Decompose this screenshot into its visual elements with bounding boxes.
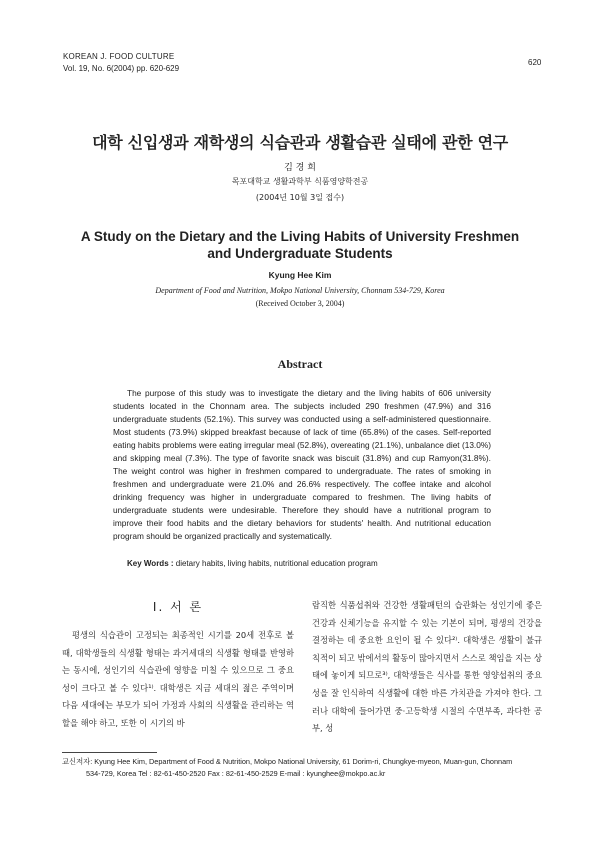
body-right-column: 람직한 식품섭취와 건강한 생활패턴의 습관화는 성인기에 좋은 건강과 신체기능을 유지할 수 있는 기본이 되며, 평생의 건강을 결정하는 데 중요한 요인이 될 수 있다²⁾. 대학생은 생활이 불규칙적이 되고 밖에서의 활동이 많아지면서 스스로 책임을 지는 상태에 놓이게 되므로³⁾, 대학생들은 식사를 통한 영양섭취의 중요성을 잘 인식하여 식생활에 대한 바른 가치관을 가져야 한다. 그러나 대학에 들어가면 중·고등학생 시절의 수면부족, 과다한 공부, 성 [312,600,542,734]
page-number: 620 [528,58,542,67]
corresponding-author-footnote [62,756,547,780]
english-affiliation: Department of Food and Nutrition, Mokpo National University, Chonnam 534-729, Korea [155,286,445,295]
korean-author: 김 경 희 [284,163,316,173]
footnote-divider [62,752,157,753]
english-title-line-1: A Study on the Dietary and the Living Habits of University Freshmen [80,229,520,244]
journal-name: KOREAN J. FOOD CULTURE [63,52,175,61]
abstract-text: The purpose of this study was to investigate the dietary and the living habits of 606 university students located in the Chonnam area. The subjects included 290 freshmen (47.9%) and 316 undergraduate students (52.1%). This survey was conducted using a self-administered questionnaire. Most students (73.9%) skipped breakfast because of lack of time (65.8%) of the cases. Self-reported eating habits problems were eating irregular meal (52.8%), overeating (21.1%), unbalance diet (13.0%) and skipping meal (7.3%). The type of favorite snack was biscuit (31.8%) and cup Ramyon(31.8%). The weight control was higher in freshmen compared to undergraduate. The rates of smoking in freshmen and undergraduate were 21.0% and 26.6% respectively. The coffee intake and alcohol drinking frequency was higher in undergraduate compared to freshmen. The living habits of undergraduate students were undesirable. Therefore they should have a nutritional program to improve their food habits and the dietary behaviors for students' health. And nutritional education program should be organized practically and systematically. [113,388,491,541]
english-title-line-2: and Undergraduate Students [207,246,393,261]
keywords [127,559,378,568]
journal-volume: Vol. 19, No. 6(2004) pp. 620-629 [63,64,180,73]
footnote-line-1: 교신저자: Kyung Hee Kim, Department of Food & Nutrition, Mokpo National University, 61 Dorim-ri, Chungkye-myeon, Muan-gun, Chonnam [62,757,513,766]
body-left-column: 평생의 식습관이 고정되는 최종적인 시기를 20세 전후로 볼 때, 대학생들의 식생활 형태는 과거세대의 식생활 형태를 반영하는 동시에, 성인기의 식습관에 영향을 미칠 수 있으므로 그 중요성이 크다고 볼 수 있다¹⁾. 대학생은 지금 세대의 젊은 주역이며 다음 세대에는 부모가 되어 가정과 사회의 식생활을 관리하는 역할을 해야 하고, 또한 이 시기의 바 [62,630,294,728]
korean-received-date: (2004년 10월 3일 접수) [255,193,345,202]
keywords-list: dietary habits, living habits, nutritional education program [173,559,378,568]
korean-affiliation: 목포대학교 생활과학부 식품영양학전공 [231,177,369,186]
english-title [0,228,600,262]
section-heading-introduction: I. 서 론 [152,600,204,614]
footnote-line-2: 534-729, Korea Tel : 82-61-450-2520 Fax : 82-61-450-2529 E-mail : kyunghee@mokpo.ac.kr [86,769,386,778]
english-received-date: (Received October 3, 2004) [255,299,345,308]
abstract-heading: Abstract [277,357,323,371]
keywords-label: Key Words : [127,559,174,568]
english-author: Kyung Hee Kim [268,270,332,280]
korean-title: 대학 신입생과 재학생의 식습관과 생활습관 실태에 관한 연구 [92,133,508,152]
